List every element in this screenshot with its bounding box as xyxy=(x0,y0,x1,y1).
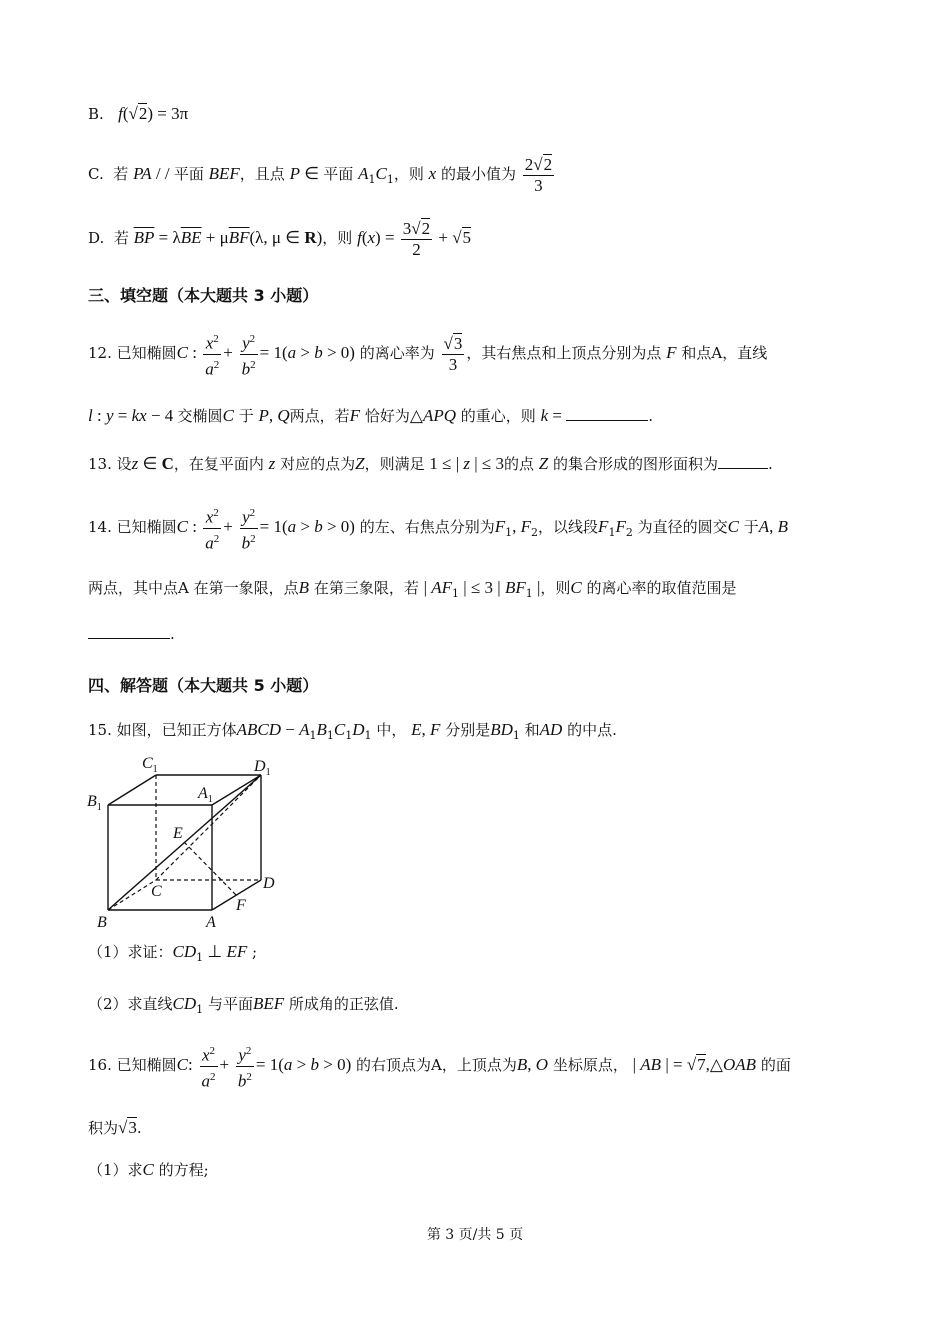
option-c: C. 若 PA / / 平面 BEF，且点 P ∈ 平面 $A_1C_1$，则 x 的最小值为 $\frac{2√2}{3}$ xyxy=(88,154,553,195)
question-13: 13. 设z ∈ C，在复平面内 z 对应的点为Z，则满足 1 ≤ | z | ≤ 3的点 Z 的集合形成的图形面积为 . xyxy=(88,454,773,473)
label-d: D xyxy=(263,875,275,892)
page-footer: 第 3 页/共 5 页 xyxy=(426,1227,524,1243)
option-b: B. f(√2) = 3π xyxy=(88,104,189,123)
label-e: E xyxy=(173,825,183,842)
section-4-title: 四、解答题（本大题共 5 小题） xyxy=(88,676,319,695)
question-14-line-1: 14. 已知椭圆C : $\frac{x^2}{a^2}$ + $\frac{y^2}{b^2}$ = 1(a > b > 0) 的左、右焦点分别为$F_1$, $F_2$，以线段$F_1F_2$ 为直径的圆交C 于A, B xyxy=(88,502,788,558)
question-12-line-2: l : y = kx − 4 交椭圆C 于 P, Q两点，若F 恰好为△APQ 的重心，则 k = . xyxy=(88,406,653,425)
label-b: B xyxy=(97,914,107,931)
label-c: C xyxy=(151,883,162,900)
question-15-part-2: （2）求直线$CD_1$ 与平面BEF 所成角的正弦值. xyxy=(88,994,399,1016)
label-d1: $D_1$ xyxy=(254,758,271,778)
question-16-line-2: 积为√3. xyxy=(88,1118,142,1137)
label-a: A xyxy=(206,914,216,931)
question-15: 15. 如图，已知正方体ABCD − $A_1B_1C_1D_1$ 中， E, F 分别是$BD_1$ 和AD 的中点. xyxy=(88,720,617,742)
label-a1: $A_1$ xyxy=(198,785,213,805)
question-14-line-2: 两点，其中点A 在第一象限，点B 在第三象限，若 | $AF_1$ | ≤ 3 | $BF_1$ |，则C 的离心率的取值范围是 xyxy=(88,578,737,600)
question-12-line-1: 12. 已知椭圆C : $\frac{x^2}{a^2}$ + $\frac{y^2}{b^2}$ = 1(a > b > 0) 的离心率为 $\frac{√3}{3}$ ，其右焦点和上顶点分别为点 F 和点A，直线 xyxy=(88,328,767,379)
option-d: D. 若 $\overline{BP} = \lambda\overline{BE} + \mu\overline{BF}(\lambda$, μ ∈ R)，则 f(x) = $\frac{3√2}{2}$ + √5 xyxy=(88,218,472,259)
question-16-part-1: （1）求C 的方程; xyxy=(88,1160,209,1179)
question-15-part-1: （1）求证：$CD_1$ ⊥ EF ; xyxy=(88,942,258,964)
question-16-line-1: 16. 已知椭圆C: $\frac{x^2}{a^2}$ + $\frac{y^2}{b^2}$ = 1(a > b > 0) 的右顶点为A，上顶点为B, O 坐标原点， | AB | = √7,△OAB 的面 xyxy=(88,1040,791,1091)
cube-figure xyxy=(84,750,284,932)
label-b1: $B_1$ xyxy=(87,793,102,813)
label-f: F xyxy=(236,897,246,914)
question-14-answer-blank: . xyxy=(88,622,175,646)
section-3-title: 三、填空题（本大题共 3 小题） xyxy=(88,286,319,305)
label-c1: $C_1$ xyxy=(142,755,158,775)
